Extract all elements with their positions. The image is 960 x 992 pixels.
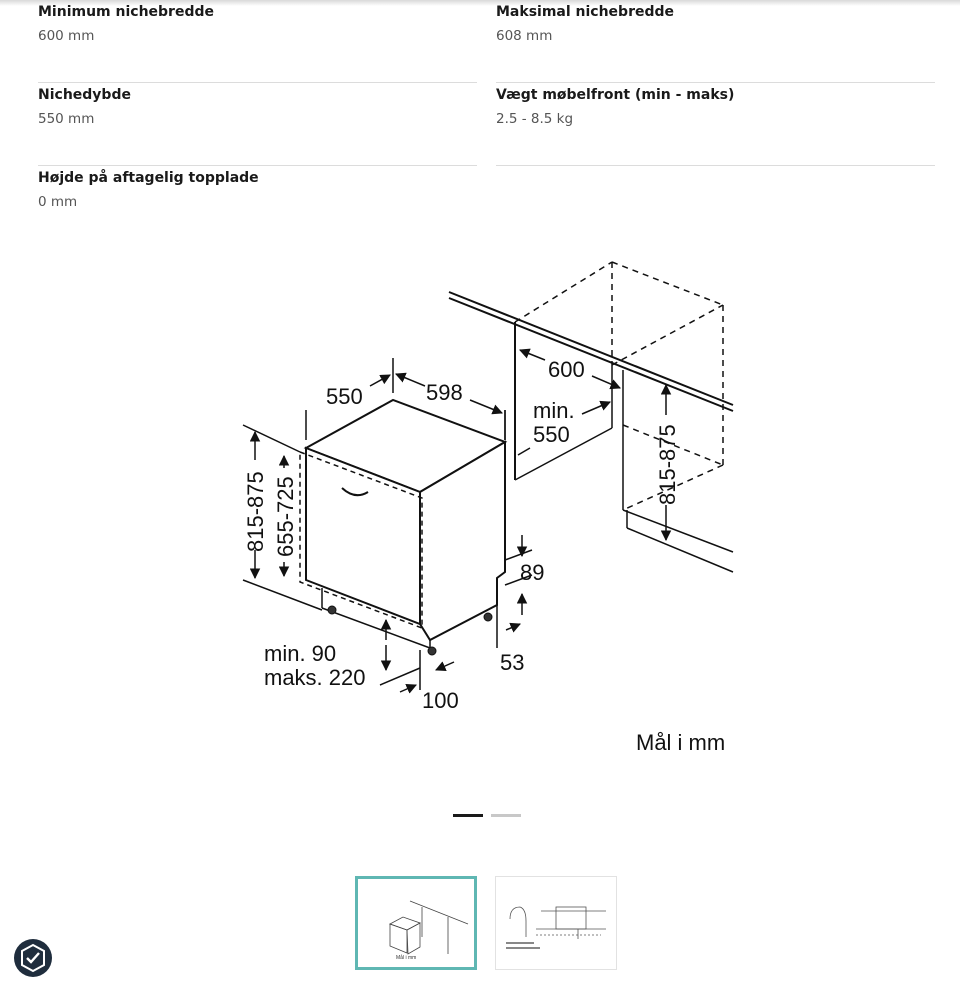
thumbnail-dimension-drawing[interactable] bbox=[355, 876, 477, 970]
dim-plinth-gap-label: 53 bbox=[500, 650, 525, 675]
dimension-diagram bbox=[230, 250, 740, 770]
thumbnail-caption: Mål i mm bbox=[396, 955, 417, 961]
verified-badge[interactable] bbox=[14, 939, 52, 977]
spec-label: Højde på aftagelig topplade bbox=[38, 170, 259, 186]
dim-plinth-max-label: maks. 220 bbox=[264, 665, 366, 690]
spec-top-plate-height bbox=[38, 166, 477, 248]
spec-value: 0 mm bbox=[38, 194, 78, 210]
dim-front-height-label: 655-725 bbox=[273, 476, 298, 557]
carousel-indicators bbox=[453, 814, 523, 818]
spec-front-weight bbox=[496, 83, 935, 166]
dim-width-label: 598 bbox=[426, 380, 463, 405]
spec-label: Nichedybde bbox=[38, 87, 131, 103]
dim-depth-label: 550 bbox=[326, 384, 363, 409]
spec-niche-depth bbox=[38, 83, 477, 166]
spec-min-niche-width bbox=[38, 0, 477, 83]
dim-height-right-label: 815-875 bbox=[655, 424, 680, 505]
spec-label: Minimum nichebredde bbox=[38, 4, 214, 20]
spec-max-niche-width bbox=[496, 0, 935, 83]
dishwasher-body bbox=[300, 400, 505, 655]
spec-label: Maksimal nichebredde bbox=[496, 4, 675, 20]
carousel-dot-1[interactable] bbox=[453, 814, 483, 817]
verified-check-icon bbox=[14, 939, 52, 977]
spec-value: 550 mm bbox=[38, 111, 95, 127]
dim-niche-depth-min-label: min. bbox=[533, 398, 575, 423]
unit-note: Mål i mm bbox=[636, 730, 726, 755]
thumbnail-installation-drawing[interactable] bbox=[495, 876, 617, 970]
spec-value: 600 mm bbox=[38, 28, 95, 44]
carousel-dot-2[interactable] bbox=[491, 814, 521, 817]
thumbnail-dimension-image bbox=[358, 879, 474, 967]
dim-height-left-label: 815-875 bbox=[243, 471, 268, 552]
spec-label: Vægt møbelfront (min - maks) bbox=[496, 87, 735, 103]
dim-plinth-depth-label: 89 bbox=[520, 560, 545, 585]
dim-niche-depth-value: 550 bbox=[533, 422, 570, 447]
dim-plinth-min-label: min. 90 bbox=[264, 641, 337, 666]
spec-value: 2.5 - 8.5 kg bbox=[496, 111, 574, 127]
dim-foot-offset-label: 100 bbox=[422, 688, 459, 713]
spec-value: 608 mm bbox=[496, 28, 553, 44]
dim-niche-width-label: 600 bbox=[548, 357, 585, 382]
thumbnail-installation-image bbox=[496, 877, 616, 969]
